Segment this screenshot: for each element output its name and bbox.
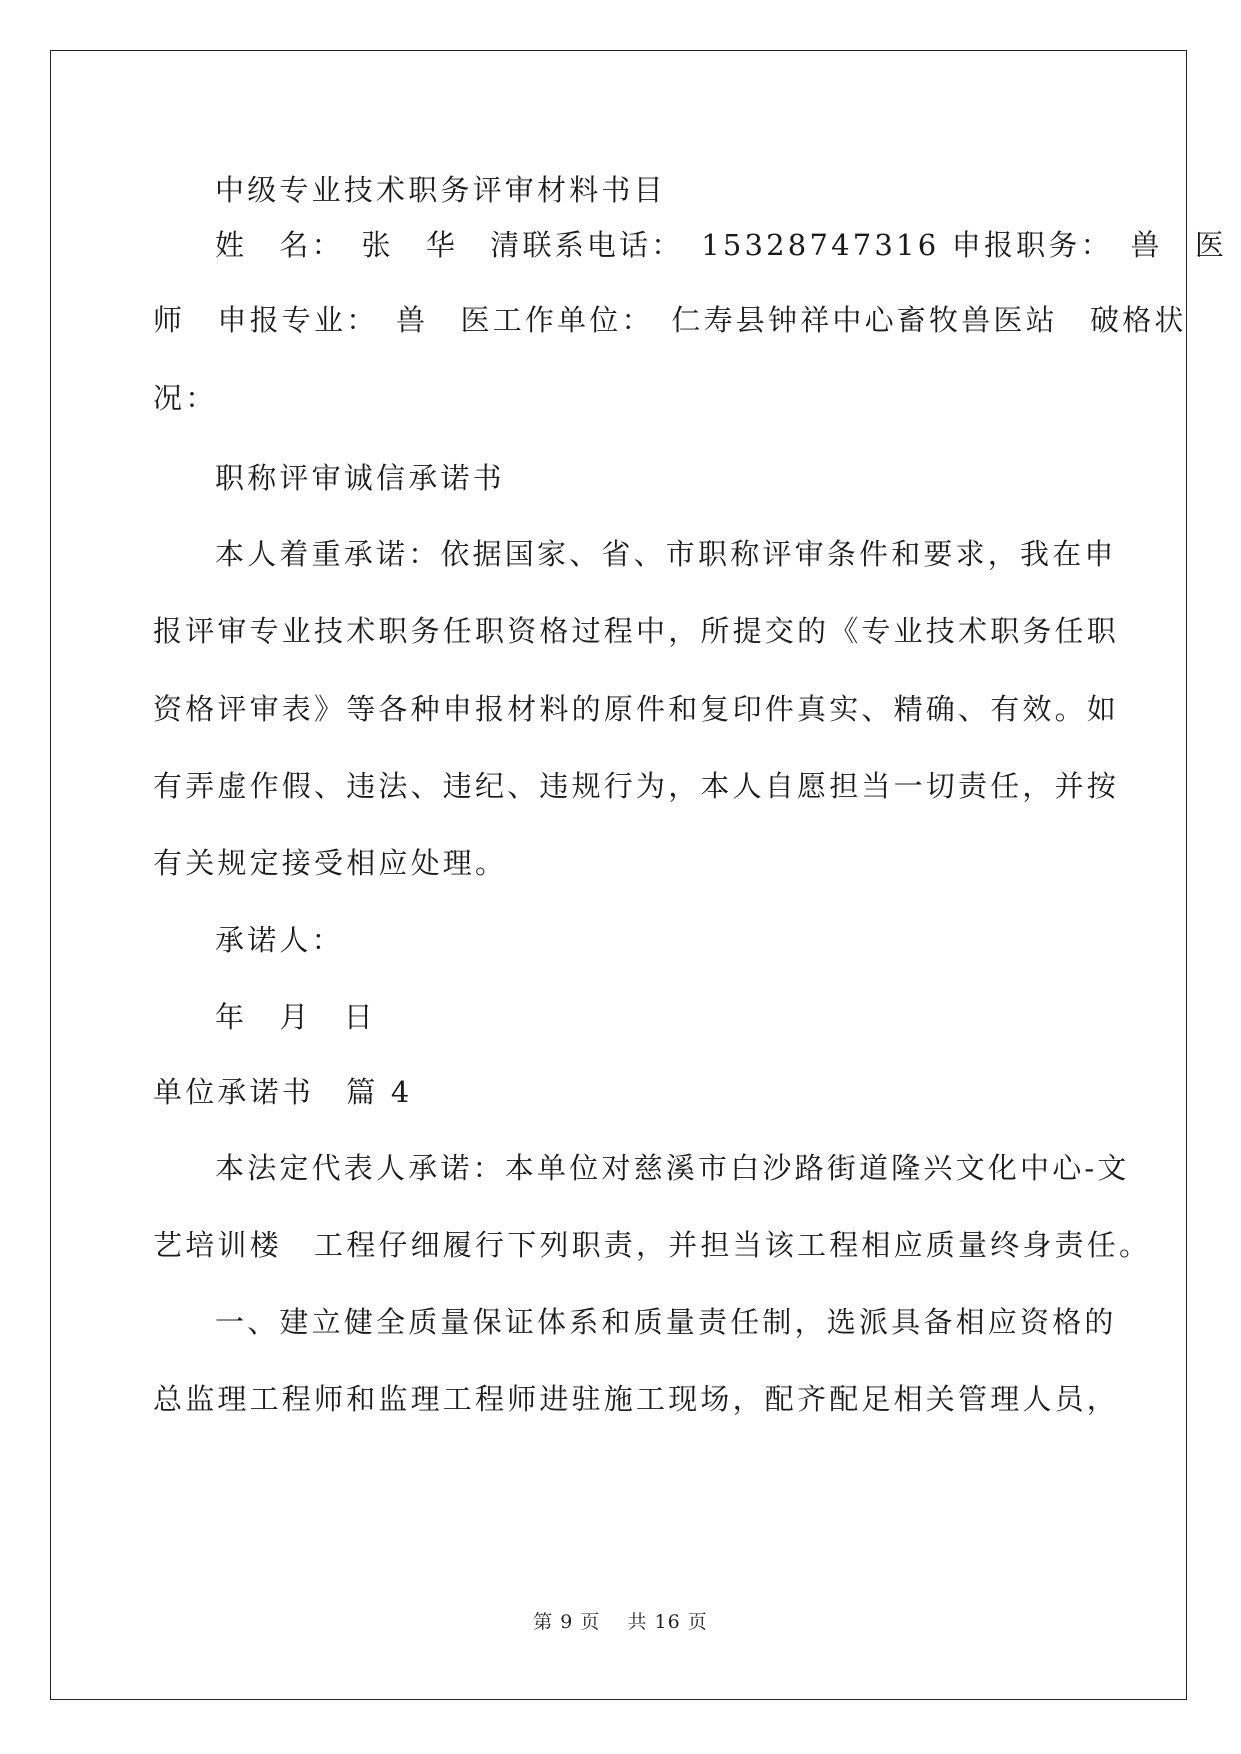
date-label: 年 月 日 (215, 1000, 377, 1034)
text-line: 况： (153, 381, 218, 415)
text-line: 资格评审表》等各种申报材料的原件和复印件真实、精确、有效。如 (153, 692, 1120, 726)
text-line: 本法定代表人承诺：本单位对慈溪市白沙路街道隆兴文化中心-文 (215, 1151, 1130, 1185)
text-line: 姓 名： 张 华 清联系电话： 15328747316 申报职务： 兽 医 (215, 228, 1228, 262)
text-line: 报评审专业技术职务任职资格过程中，所提交的《专业技术职务任职 (153, 614, 1120, 648)
heading-material-list: 中级专业技术职务评审材料书目 (215, 173, 666, 207)
heading-integrity-pledge: 职称评审诚信承诺书 (215, 461, 505, 495)
text-line: 有弄虚作假、违法、违纪、违规行为，本人自愿担当一切责任，并按 (153, 769, 1120, 803)
text-line: 艺培训楼 工程仔细履行下列职责，并担当该工程相应质量终身责任。 (153, 1228, 1152, 1262)
text-line: 一、建立健全质量保证体系和质量责任制，选派具备相应资格的 (215, 1305, 1117, 1339)
signature-label: 承诺人： (215, 923, 344, 957)
text-line: 本人着重承诺：依据国家、省、市职称评审条件和要求，我在申 (215, 537, 1117, 571)
text-line: 有关规定接受相应处理。 (153, 846, 508, 880)
text-line: 总监理工程师和监理工程师进驻施工现场，配齐配足相关管理人员， (153, 1382, 1120, 1416)
page-number: 第 9 页 共 16 页 (533, 1611, 708, 1633)
text-line: 师 申报专业： 兽 医工作单位： 仁寿县钟祥中心畜牧兽医站 破格状 (153, 303, 1187, 337)
section-heading: 单位承诺书 篇 4 (153, 1075, 413, 1109)
